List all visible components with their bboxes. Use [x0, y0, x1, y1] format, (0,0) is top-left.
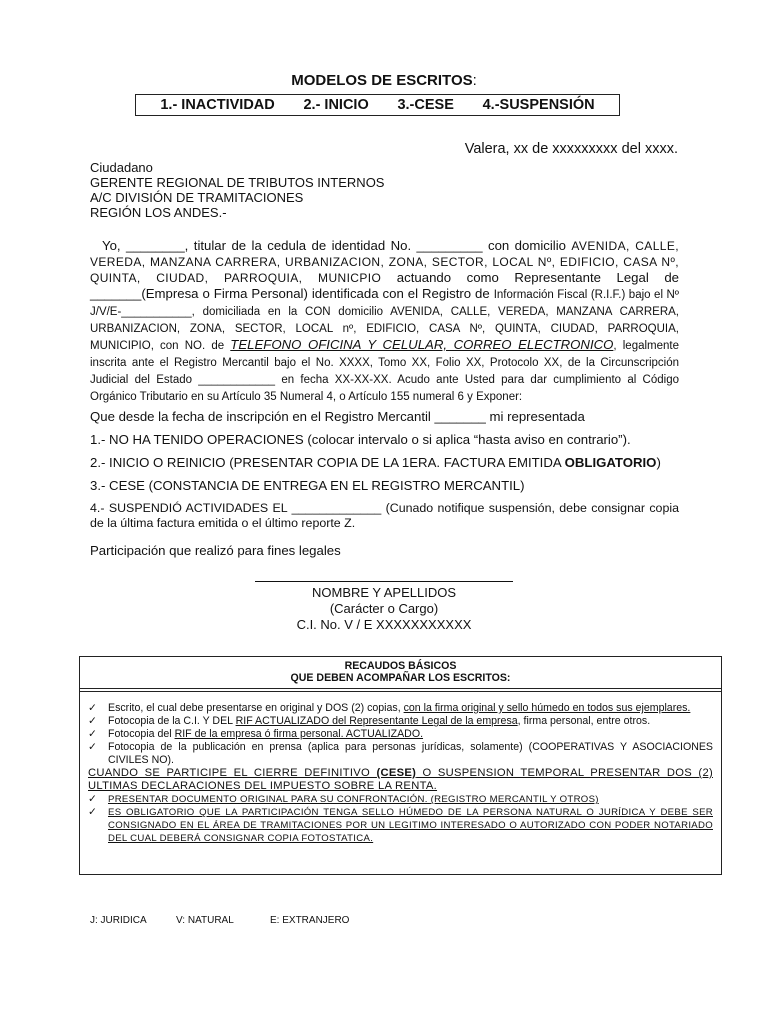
- document-title: [0, 72, 768, 89]
- req-1-a: Escrito, el cual debe presentarse en original y DOS (2) copias,: [108, 702, 404, 714]
- addressee-line: REGIÓN LOS ANDES.-: [90, 205, 227, 220]
- option-4-blank: _____________: [291, 501, 382, 515]
- signature-line: [255, 581, 513, 582]
- requirement-item: [88, 741, 713, 767]
- requirement-item: [88, 715, 713, 728]
- requirements-list: [80, 691, 721, 845]
- requirement-item: [88, 806, 713, 845]
- note-a: CUANDO SE PARTICIPE EL CIERRE DEFINITIVO: [88, 767, 377, 779]
- req-3-b: RIF de la empresa ó firma personal. ACTUALIZADO.: [174, 728, 424, 740]
- note-c: O SUSPENSION TEMPORAL PRESENTAR DOS (2) ULTIMAS DECLARACIONES DEL IMPUESTO SOBRE LA RENTA.: [88, 767, 713, 792]
- escrito-types-box: [135, 94, 620, 116]
- check-icon: ✓: [88, 806, 97, 818]
- check-icon: ✓: [88, 728, 97, 740]
- requirement-item: [88, 793, 713, 806]
- req-4: Fotocopia de la publicación en prensa (aplica para personas jurídicas, solamente) (COOPERATIVAS Y ASOCIACIONES CIVILES NO).: [108, 741, 713, 766]
- check-icon: ✓: [88, 702, 97, 714]
- option-2-text: [90, 455, 679, 471]
- title-colon: :: [472, 72, 477, 89]
- req-3-a: Fotocopia del: [108, 728, 175, 740]
- check-icon: ✓: [88, 741, 97, 753]
- p1-a: Yo, ________, titular de la cedula de identidad No. _________ con domicilio: [102, 238, 572, 253]
- p1-c: actuando como Representante Legal de _______(Empresa o Firma Personal) identificada con el Registro de: [90, 270, 679, 301]
- title-text: MODELOS DE ESCRITOS: [291, 72, 473, 89]
- requirements-box: [79, 656, 722, 875]
- option-4-c: (Cunado notifique suspensión, debe consignar copia de la última factura emitida o el último reporte Z.: [90, 501, 679, 530]
- option-2-a: 2.- INICIO O REINICIO (PRESENTAR COPIA DE LA 1ERA. FACTURA EMITIDA: [90, 455, 565, 470]
- req-2-c: , firma personal, entre otros.: [517, 715, 651, 727]
- legend-extranjero: E: EXTRANJERO: [270, 915, 350, 926]
- requirements-header: [80, 657, 721, 689]
- option-cese: 3.-CESE: [397, 97, 454, 113]
- check-icon: ✓: [88, 793, 97, 805]
- option-2-obligatorio: OBLIGATORIO: [564, 455, 657, 470]
- legend-natural: V: NATURAL: [176, 915, 234, 926]
- option-1-text: 1.- NO HA TENIDO OPERACIONES (colocar intervalo o si aplica “hasta aviso en contrario”).: [90, 432, 631, 447]
- signature-role: (Carácter o Cargo): [329, 601, 439, 616]
- p1-f: , legalmente inscrita ante el Registro Mercantil bajo el No. XXXX, Tomo XX, Folio XX, Protocolo XX, de la Circunscripción Judicial del Estado ____________ en fecha XX-XX-XX.: [90, 340, 680, 386]
- req-2-a: Fotocopia de la C.I. Y DEL: [108, 715, 236, 727]
- option-4-a: 4.- SUSPENDIÓ ACTIVIDADES EL: [90, 501, 292, 515]
- requirements-title: RECAUDOS BÁSICOS: [344, 660, 457, 672]
- option-inicio: 2.- INICIO: [303, 97, 369, 113]
- addressee-line: A/C DIVISIÓN DE TRAMITACIONES: [90, 190, 304, 205]
- closure-note: [88, 767, 713, 793]
- legend-juridica: J: JURIDICA: [90, 915, 147, 926]
- option-suspension: 4.-SUSPENSIÓN: [482, 97, 595, 113]
- req-6: ES OBLIGATORIO QUE LA PARTICIPACIÓN TENGA SELLO HÚMEDO DE LA PERSONA NATURAL O JURÍDICA Y DEBE SER CONSIGNADO EN EL ÁREA DE TRAMITACIONES POR UN LEGITIMO INTERESADO O AUTORIZADO CON PODER NOTARIADO DEL CUAL DEBERÁ CONSIGNAR COPIA FOTOSTATICA.: [108, 807, 713, 844]
- addressee-block: [90, 160, 384, 220]
- city-date: Valera, xx de xxxxxxxxx del xxxx.: [464, 141, 678, 157]
- participation-line: Participación que realizó para fines legales: [90, 543, 341, 558]
- option-inactividad: 1.- INACTIVIDAD: [160, 97, 275, 113]
- signature-block: [200, 569, 568, 633]
- addressee-line: GERENTE REGIONAL DE TRIBUTOS INTERNOS: [90, 175, 385, 190]
- letter-body: [90, 238, 679, 559]
- option-4-text: [90, 501, 679, 531]
- note-cese: (CESE): [376, 767, 417, 779]
- p1-g: Acudo ante Usted para dar cumplimiento al Código Orgánico Tributario en su Artículo 35 Numeral 4, o Artículo 155 numeral 6 y Exponer:: [90, 374, 679, 403]
- requirement-item: [88, 702, 713, 715]
- registration-line: Que desde la fecha de inscripción en el Registro Mercantil _______ mi representada: [90, 409, 585, 424]
- signature-id: C.I. No. V / E XXXXXXXXXXX: [296, 617, 472, 632]
- req-2-b: RIF ACTUALIZADO del Representante Legal de la empresa: [235, 715, 518, 727]
- req-5: PRESENTAR DOCUMENTO ORIGINAL PARA SU CONFRONTACIÓN. (REGISTRO MERCANTIL Y OTROS): [108, 794, 599, 805]
- footer-legend: [90, 915, 349, 926]
- requirement-item: [88, 728, 713, 741]
- addressee-line: Ciudadano: [90, 160, 153, 175]
- requirements-subtitle: QUE DEBEN ACOMPAÑAR LOS ESCRITOS:: [290, 672, 511, 684]
- p1-phone-email: TELEFONO OFICINA Y CELULAR, CORREO ELECTRONICO: [230, 337, 614, 352]
- signature-name: NOMBRE Y APELLIDOS: [311, 585, 457, 600]
- req-1-b: con la firma original y sello húmedo en todos sus ejemplares.: [403, 702, 691, 714]
- main-paragraph: [90, 238, 679, 405]
- option-2-c: ): [656, 455, 661, 470]
- option-3-text: 3.- CESE (CONSTANCIA DE ENTREGA EN EL REGISTRO MERCANTIL): [90, 478, 525, 493]
- p1-b: AVENIDA, CALLE, VEREDA, MANZANA CARRERA, URBANIZACION, ZONA, SECTOR, LOCAL Nº, EDIFICIO, CASA Nº, QUINTA, CIUDAD, PARROQUIA, MUNICPIO: [90, 239, 679, 285]
- check-icon: ✓: [88, 715, 97, 727]
- p1-d: Información Fiscal (R.I.F.) bajo el Nº J/V/E-___________, domiciliada en la CON domicilio AVENIDA, CALLE, VEREDA, MANZANA CARRERA, URBANIZACION, ZONA, SECTOR, LOCAL nº, EDIFICIO, CASA Nº, QUINTA, CIUDAD, PARROQUIA, MUNICIPIO, con NO. de: [90, 289, 680, 352]
